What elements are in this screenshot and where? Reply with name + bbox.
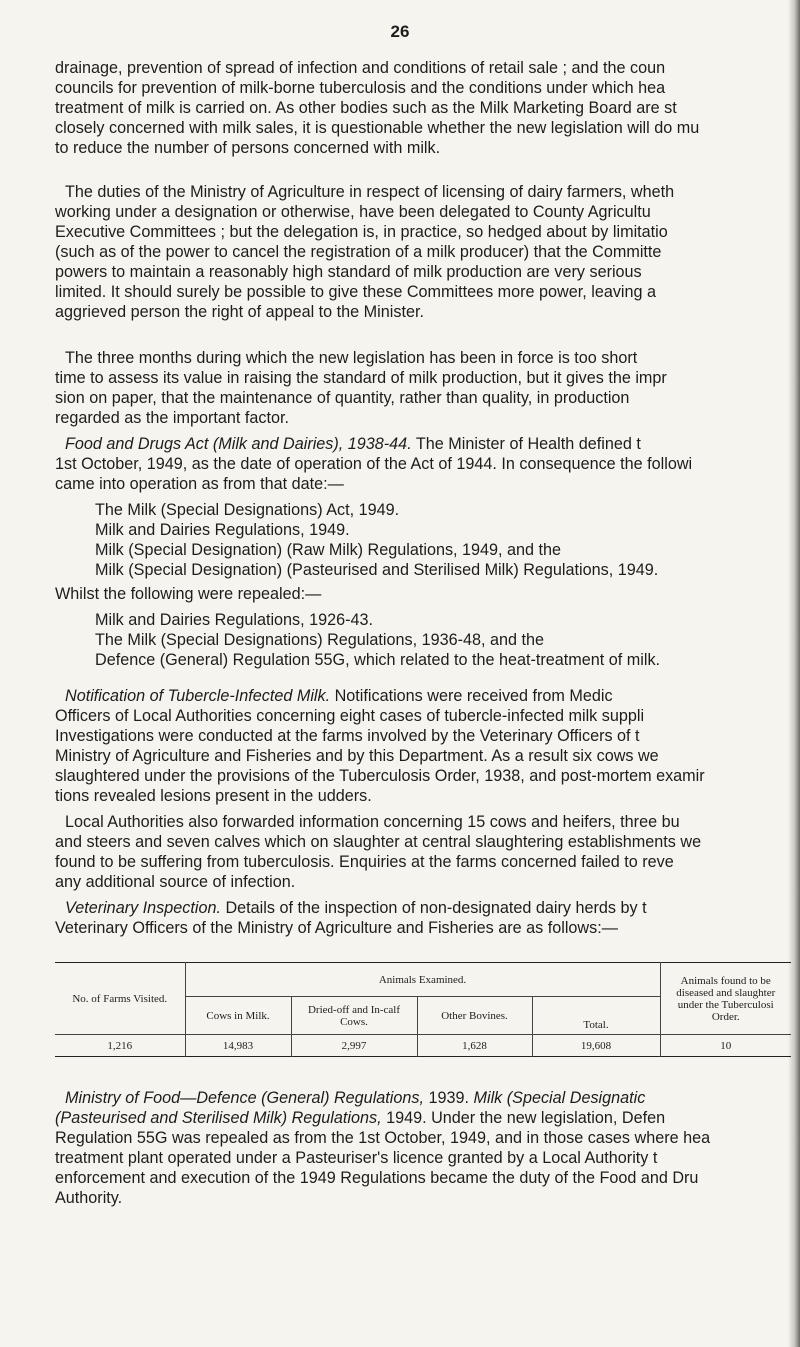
- section-heading: Notification of Tubercle-Infected Milk.: [65, 687, 331, 705]
- text-line: any additional source of infection.: [55, 873, 296, 891]
- paragraph-veterinary-inspection: [55, 898, 647, 938]
- text-line: limited. It should surely be possible to give these Committees more power, leaving a: [55, 283, 657, 301]
- text-line: [55, 1088, 710, 1108]
- text-run: 1939.: [423, 1089, 474, 1107]
- page-edge-shadow: [788, 0, 800, 1347]
- text-run: Details of the inspection of non-designated dairy herds by t: [220, 899, 647, 917]
- paragraph-food-drugs-act: [55, 434, 692, 494]
- regulations-list: [95, 500, 658, 580]
- text-line: treatment plant operated under a Pasteuriser's licence granted by a Local Authority t: [55, 1149, 658, 1167]
- list-item: Milk (Special Designation) (Raw Milk) Regulations, 1949, and the: [95, 541, 562, 559]
- repealed-list: [95, 610, 660, 670]
- text-line: drainage, prevention of spread of infection and conditions of retail sale ; and the coun: [55, 59, 666, 77]
- text-line: working under a designation or otherwise, have been delegated to County Agricultu: [55, 203, 651, 221]
- header-animals-diseased: Animals found to be diseased and slaughter under the Tuberculosi Order.: [660, 963, 791, 1035]
- header-animals-examined: Animals Examined.: [185, 963, 660, 997]
- text-line: to reduce the number of persons concerned with milk.: [55, 139, 441, 157]
- text-line: enforcement and execution of the 1949 Regulations became the duty of the Food and Dru: [55, 1169, 699, 1187]
- text-line: tions revealed lesions present in the udders.: [55, 787, 372, 805]
- section-heading: Ministry of Food—Defence (General) Regulations,: [65, 1089, 424, 1107]
- cell-farms: 1,216: [107, 1039, 133, 1052]
- text-line: Officers of Local Authorities concerning eight cases of tubercle-infected milk suppli: [55, 707, 645, 725]
- text-line: Investigations were conducted at the farms involved by the Veterinary Officers of t: [55, 727, 640, 745]
- paragraph-ministry-of-food: [55, 1088, 710, 1208]
- list-item: The Milk (Special Designations) Regulations, 1936-48, and the: [95, 631, 545, 649]
- section-heading: Veterinary Inspection.: [65, 899, 221, 917]
- text-line: 1st October, 1949, as the date of operation of the Act of 1944. In consequence the followi: [55, 455, 693, 473]
- list-item: Milk and Dairies Regulations, 1926-43.: [95, 611, 374, 629]
- text-line: (such as of the power to cancel the registration of a milk producer) that the Committe: [55, 243, 662, 261]
- text-line: Regulation 55G was repealed as from the 1st October, 1949, and in those cases where hea: [55, 1129, 711, 1147]
- text-line: and steers and seven calves which on slaughter at central slaughtering establishments we: [55, 833, 702, 851]
- list-item: Defence (General) Regulation 55G, which related to the heat-treatment of milk.: [95, 651, 661, 669]
- text-line: councils for prevention of milk-borne tuberculosis and the conditions under which hea: [55, 79, 666, 97]
- page-number: 26: [390, 22, 410, 41]
- text-line: Authority.: [55, 1189, 123, 1207]
- header-cows-in-milk: Cows in Milk.: [185, 997, 291, 1035]
- header-dried-off: Dried-off and In-calf Cows.: [291, 997, 417, 1035]
- list-item: Milk and Dairies Regulations, 1949.: [95, 521, 350, 539]
- text-line: Local Authorities also forwarded information concerning 15 cows and heifers, three bu: [65, 813, 680, 831]
- text-line: aggrieved person the right of appeal to the Minister.: [55, 303, 424, 321]
- list-item: Milk (Special Designation) (Pasteurised and Sterilised Milk) Regulations, 1949.: [95, 561, 659, 579]
- text-line: slaughtered under the provisions of the Tuberculosis Order, 1938, and post-mortem examir: [55, 767, 705, 785]
- paragraph-drainage: [55, 58, 699, 158]
- text-line: came into operation as from that date:—: [55, 475, 344, 493]
- text-line: treatment of milk is carried on. As other bodies such as the Milk Marketing Board are st: [55, 99, 677, 117]
- text-line: Ministry of Agriculture and Fisheries and by this Department. As a result six cows we: [55, 747, 659, 765]
- text-line: regarded as the important factor.: [55, 409, 289, 427]
- paragraph-licensing: [55, 182, 674, 322]
- list-item: The Milk (Special Designations) Act, 1949.: [95, 501, 400, 519]
- paragraph-three-months: [55, 348, 667, 428]
- paragraph-whilst: [55, 584, 321, 604]
- text-line: [55, 434, 692, 454]
- cell-diseased: 10: [660, 1035, 791, 1057]
- text-line: sion on paper, that the maintenance of quantity, rather than quality, in production: [55, 389, 630, 407]
- text-line: The three months during which the new legislation has been in force is too short: [65, 349, 638, 367]
- text-line: powers to maintain a reasonably high standard of milk production are very serious: [55, 263, 642, 281]
- text-line: [55, 898, 647, 918]
- text-run: Notifications were received from Medic: [330, 687, 613, 705]
- paragraph-notification: [55, 686, 705, 806]
- header-total: Total.: [532, 997, 660, 1035]
- cell-other: 1,628: [417, 1035, 532, 1057]
- text-line: The duties of the Ministry of Agriculture in respect of licensing of dairy farmers, wheth: [65, 183, 675, 201]
- text-run: 1949. Under the new legislation, Defen: [381, 1109, 666, 1127]
- section-heading: Food and Drugs Act (Milk and Dairies), 1938-44.: [65, 435, 412, 453]
- paragraph-local-authorities: [55, 812, 701, 892]
- text-line: Whilst the following were repealed:—: [55, 585, 322, 603]
- text-line: [55, 1108, 710, 1128]
- text-line: Executive Committees ; but the delegation is, in practice, so hedged about by limitatio: [55, 223, 668, 241]
- cell-dried: 2,997: [291, 1035, 417, 1057]
- text-line: found to be suffering from tuberculosis. Enquiries at the farms concerned failed to reve: [55, 853, 674, 871]
- header-farms-visited: No. of Farms Visited.: [55, 963, 185, 1035]
- text-line: Veterinary Officers of the Ministry of Agriculture and Fisheries are as follows:—: [55, 919, 618, 937]
- text-line: [55, 686, 705, 706]
- cell-cows: 14,983: [185, 1035, 291, 1057]
- text-line: closely concerned with milk sales, it is questionable whether the new legislation will do mu: [55, 119, 700, 137]
- table-row: [55, 1035, 791, 1057]
- text-run: (Pasteurised and Sterilised Milk) Regulations,: [55, 1109, 382, 1127]
- inspection-table: [55, 962, 791, 1057]
- section-heading: Milk (Special Designatic: [473, 1089, 646, 1107]
- cell-total: 19,608: [532, 1035, 660, 1057]
- text-run: The Minister of Health defined t: [411, 435, 641, 453]
- text-line: time to assess its value in raising the standard of milk production, but it gives the impr: [55, 369, 667, 387]
- header-other-bovines: Other Bovines.: [417, 997, 532, 1035]
